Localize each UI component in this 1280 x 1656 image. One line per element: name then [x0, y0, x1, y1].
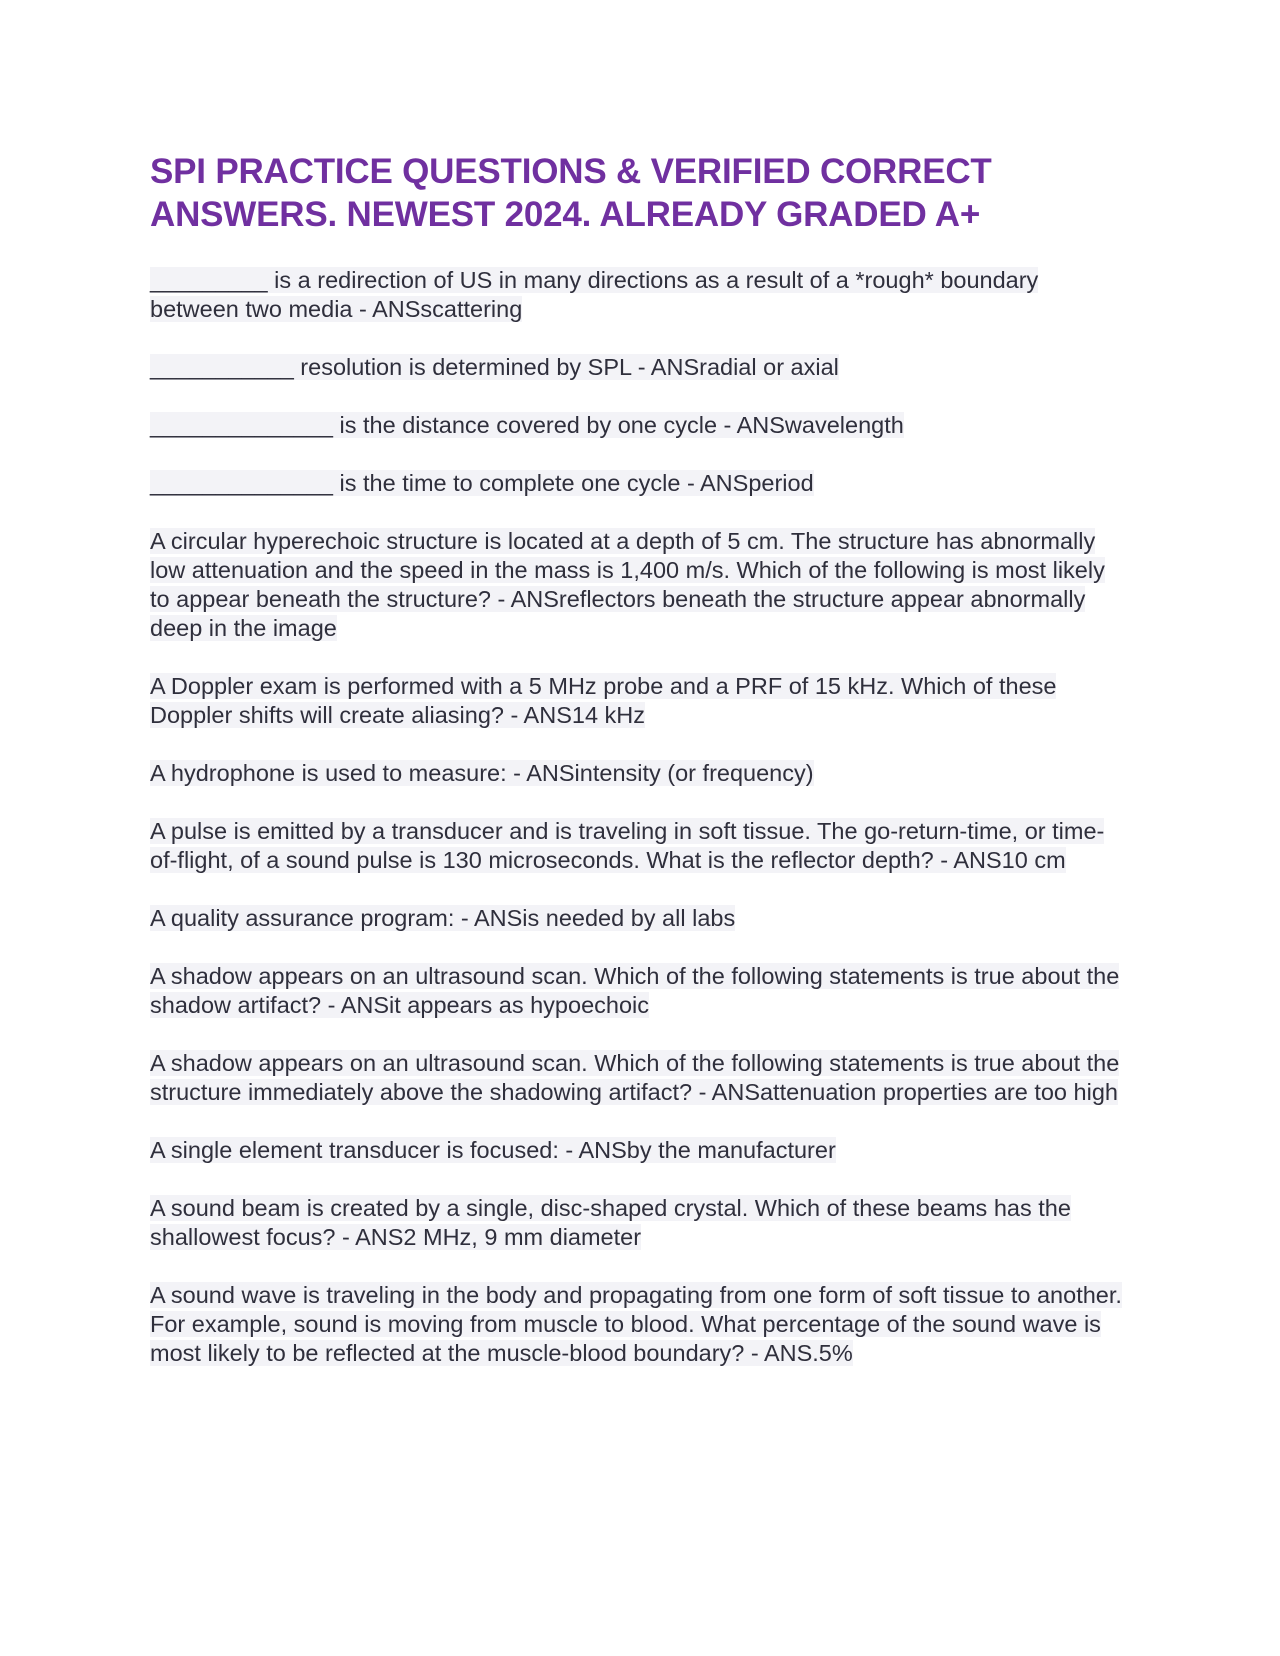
qa-text: A sound beam is created by a single, disc-shaped crystal. Which of these beams has the shallowest focus? - ANS2 MHz, 9 mm diameter [150, 1195, 1071, 1250]
document-title: SPI PRACTICE QUESTIONS & VERIFIED CORRECT ANSWERS. NEWEST 2024. ALREADY GRADED A+ [150, 152, 992, 234]
qa-item [150, 672, 1130, 730]
qa-text: ___________ resolution is determined by SPL - ANSradial or axial [150, 354, 839, 380]
document-page [150, 150, 1130, 1397]
qa-item [150, 353, 1130, 382]
qa-text: ______________ is the distance covered by one cycle - ANSwavelength [150, 412, 904, 438]
qa-item [150, 411, 1130, 440]
qa-item [150, 1194, 1130, 1252]
qa-text: A sound wave is traveling in the body and propagating from one form of soft tissue to another. For example, sound is moving from muscle to blood. What percentage of the sound wave is most likely to be reflected at the muscle-blood boundary? - ANS.5% [150, 1282, 1122, 1366]
qa-item [150, 759, 1130, 788]
qa-item [150, 962, 1130, 1020]
qa-item [150, 1136, 1130, 1165]
qa-item [150, 469, 1130, 498]
qa-text: ______________ is the time to complete one cycle - ANSperiod [150, 470, 814, 496]
qa-item [150, 904, 1130, 933]
qa-item [150, 1049, 1130, 1107]
qa-list [150, 266, 1130, 1368]
qa-text: A Doppler exam is performed with a 5 MHz probe and a PRF of 15 kHz. Which of these Doppler shifts will create aliasing? - ANS14 kHz [150, 673, 1057, 728]
qa-text: A shadow appears on an ultrasound scan. Which of the following statements is true about the structure immediately above the shadowing artifact? - ANSattenuation properties are too high [150, 1050, 1120, 1105]
qa-item [150, 527, 1130, 643]
qa-text: A single element transducer is focused: - ANSby the manufacturer [150, 1137, 836, 1163]
qa-item [150, 266, 1130, 324]
qa-text: A quality assurance program: - ANSis needed by all labs [150, 905, 736, 931]
qa-text: A hydrophone is used to measure: - ANSintensity (or frequency) [150, 760, 814, 786]
qa-text: _________ is a redirection of US in many directions as a result of a *rough* boundary between two media - ANSscattering [150, 267, 1039, 322]
qa-text: A pulse is emitted by a transducer and is traveling in soft tissue. The go-return-time, or time-of-flight, of a sound pulse is 130 microseconds. What is the reflector depth? - ANS10 cm [150, 818, 1105, 873]
qa-item [150, 1281, 1130, 1368]
qa-item [150, 817, 1130, 875]
qa-text: A circular hyperechoic structure is located at a depth of 5 cm. The structure has abnormally low attenuation and the speed in the mass is 1,400 m/s. Which of the following is most likely to appear beneath the structure? - ANSreflectors beneath the structure appear abnormally deep in the image [150, 528, 1105, 641]
qa-text: A shadow appears on an ultrasound scan. Which of the following statements is true about the shadow artifact? - ANSit appears as hypoechoic [150, 963, 1120, 1018]
